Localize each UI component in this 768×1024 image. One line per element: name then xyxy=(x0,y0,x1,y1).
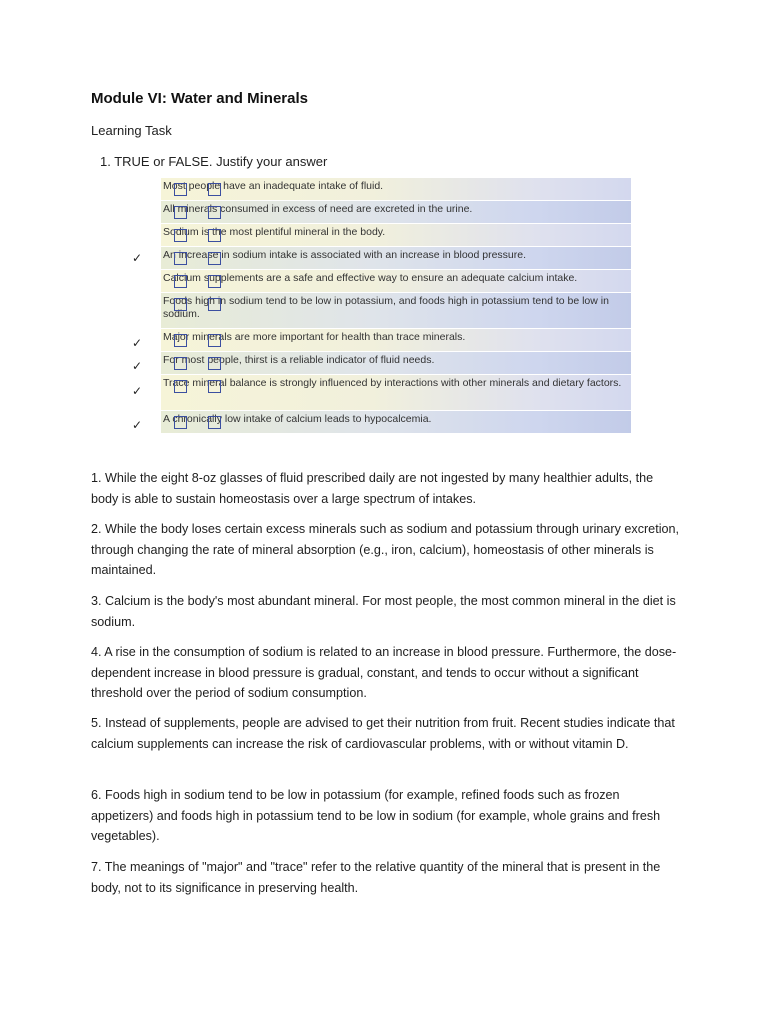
statement-text: Major minerals are more important for health than trace minerals. xyxy=(163,331,466,343)
true-checkbox[interactable] xyxy=(174,357,187,370)
answer-paragraph: 7. The meanings of "major" and "trace" refer to the relative quantity of the mineral that is present in the body, not to its significance in preserving health. xyxy=(91,860,661,895)
statement-row xyxy=(161,352,631,374)
true-checkbox[interactable] xyxy=(174,416,187,429)
statement-table xyxy=(161,178,631,434)
statement-text: Most people have an inadequate intake of fluid. xyxy=(163,180,384,192)
check-mark-icon: ✓ xyxy=(132,251,143,265)
false-checkbox[interactable] xyxy=(208,416,221,429)
statement-row xyxy=(161,201,631,223)
statement-row xyxy=(161,375,631,410)
statement-row xyxy=(161,293,631,328)
check-mark-icon: ✓ xyxy=(132,418,143,432)
true-checkbox[interactable] xyxy=(174,275,187,288)
false-checkbox[interactable] xyxy=(208,206,221,219)
statement-text: Trace mineral balance is strongly influenced by interactions with other minerals and dietary factors. xyxy=(163,377,622,389)
statement-row xyxy=(161,270,631,292)
answer-paragraph: 3. Calcium is the body's most abundant mineral. For most people, the most common mineral in the diet is sodium. xyxy=(91,594,676,629)
false-checkbox[interactable] xyxy=(208,229,221,242)
statement-row xyxy=(161,224,631,246)
statement-row xyxy=(161,178,631,200)
true-checkbox[interactable] xyxy=(174,229,187,242)
statement-text: Sodium is the most plentiful mineral in the body. xyxy=(163,226,386,238)
answer-paragraph: 6. Foods high in sodium tend to be low in potassium (for example, refined foods such as frozen appetizers) and foods high in potassium tend to be low in sodium (for example, whole grains and fresh vegetables). xyxy=(91,788,661,843)
false-checkbox[interactable] xyxy=(208,275,221,288)
answer-paragraph: 4. A rise in the consumption of sodium is related to an increase in blood pressure. Furthermore, the dose-dependent increase in blood pressure is gradual, constant, and tends to occur without a significant threshold over the period of sodium consumption. xyxy=(91,645,677,700)
answer-paragraph: 2. While the body loses certain excess minerals such as sodium and potassium through urinary excretion, through changing the rate of mineral absorption (e.g., iron, calcium), homeostasis of other minerals is maintained. xyxy=(91,522,679,577)
task-heading: 1. TRUE or FALSE. Justify your answer xyxy=(100,154,328,169)
statement-text: Calcium supplements are a safe and effective way to ensure an adequate calcium intake. xyxy=(163,272,578,284)
statement-row xyxy=(161,329,631,351)
false-checkbox[interactable] xyxy=(208,298,221,311)
check-mark-icon: ✓ xyxy=(132,359,143,373)
true-checkbox[interactable] xyxy=(174,298,187,311)
true-checkbox[interactable] xyxy=(174,206,187,219)
statement-text: For most people, thirst is a reliable indicator of fluid needs. xyxy=(163,354,435,366)
statement-text: All minerals consumed in excess of need are excreted in the urine. xyxy=(163,203,473,215)
statement-text: Foods high in sodium tend to be low in potassium, and foods high in potassium tend to be low in sodium. xyxy=(163,295,609,320)
statement-row xyxy=(161,247,631,269)
false-checkbox[interactable] xyxy=(208,252,221,265)
true-checkbox[interactable] xyxy=(174,183,187,196)
false-checkbox[interactable] xyxy=(208,183,221,196)
answer-paragraph: 1. While the eight 8-oz glasses of fluid prescribed daily are not ingested by many healthier adults, the body is able to sustain homeostasis over a large spectrum of intakes. xyxy=(91,471,654,506)
true-checkbox[interactable] xyxy=(174,334,187,347)
false-checkbox[interactable] xyxy=(208,357,221,370)
statement-row xyxy=(161,411,631,433)
check-mark-icon: ✓ xyxy=(132,336,143,350)
page-title: Module VI: Water and Minerals xyxy=(91,90,308,107)
statement-text: A chronically low intake of calcium leads to hypocalcemia. xyxy=(163,413,432,425)
learning-task-subtitle: Learning Task xyxy=(91,123,172,138)
false-checkbox[interactable] xyxy=(208,334,221,347)
statement-text: An increase in sodium intake is associated with an increase in blood pressure. xyxy=(163,249,527,261)
check-mark-icon: ✓ xyxy=(132,384,143,398)
true-checkbox[interactable] xyxy=(174,380,187,393)
false-checkbox[interactable] xyxy=(208,380,221,393)
true-checkbox[interactable] xyxy=(174,252,187,265)
answer-paragraph: 5. Instead of supplements, people are advised to get their nutrition from fruit. Recent studies indicate that calcium supplements can increase the risk of cardiovascular problems, with or without vitamin D. xyxy=(91,716,675,751)
